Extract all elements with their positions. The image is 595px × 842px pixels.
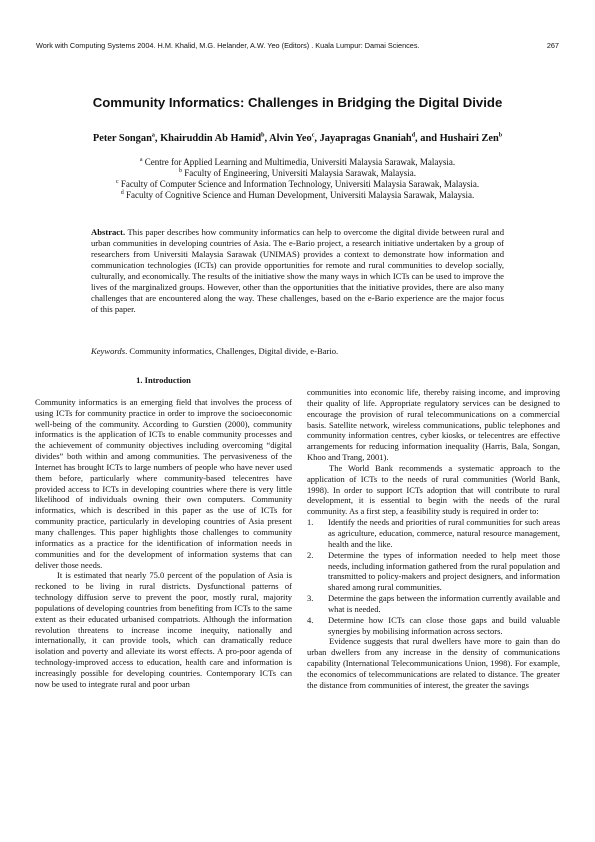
- list-item: [307, 593, 560, 615]
- list-number: 2.: [307, 549, 314, 560]
- affiliation: [0, 190, 595, 201]
- abstract-label: Abstract.: [91, 227, 126, 237]
- affiliation: [0, 168, 595, 179]
- page-number: 267: [546, 41, 559, 50]
- list-number: 4.: [307, 614, 314, 625]
- body-paragraph: It is estimated that nearly 75.0 percent of the population of Asia is reckoned to be living in rural districts. Dysfunctional patterns of technology diffusion serve to prevent the poor, mostly rural, majority populations of developing countries from benefiting from ICTs to the same extent as their educated urbanised compatriots. Although the information revolution threatens to increase income inequity, nationally and internationally, it can provide tools, which can dramatically reduce isolation and poverty and alleviate its worst effects. A pro-poor agenda of technology-improved access to education, health care and information is increasingly possible for developing countries. Contemporary ICTs can now be used to integrate rural and poor urban: [35, 570, 292, 689]
- author: Peter Songan: [92, 133, 152, 144]
- paper-title: Community Informatics: Challenges in Bridging the Digital Divide: [92, 95, 503, 110]
- list-text: Determine how ICTs can close those gaps and build valuable synergies by mobilising information across sectors.: [328, 614, 560, 636]
- affiliation-text: Faculty of Cognitive Science and Human Development, Universiti Malaysia Sarawak, Malaysia.: [123, 190, 475, 200]
- affiliation-mark: a: [139, 157, 143, 163]
- abstract: [91, 227, 504, 315]
- author-affiliation-mark: d: [411, 132, 416, 139]
- author: Alvin Yeo: [269, 133, 312, 144]
- body-paragraph: communities into economic life, thereby raising income, and improving their quality of life. Appropriate regulatory services can be designed to encourage the provision of rural telecommunications on a commercial basis. Satellite network, wireless communications, public telephones and community information centres, cyber kiosks, or telecentres are effective arrangements for reducing information inequality (Harris, Bala, Songan, Khoo and Trang, 2001).: [307, 387, 560, 463]
- abstract-text: This paper describes how community informatics can help to overcome the digital divide between rural and urban communities in developing countries of Asia. The e-Bario project, a research initiative undertaken by a group of researchers from Universiti Malaysia Sarawak (UNIMAS) provides a context to demonstrate how information and communication technologies (ICTs) can provide opportunities for remote and rural communities to develop socially, culturally, and economically. The results of the initiative show the many ways in which ICTs can be used to improve the lives of the marginalized groups. However, other than the opportunities that the initiative provides, there are also many challenges that are encountered along the way. These challenges, based on the e-Bario experience are the major focus of this paper.: [91, 227, 504, 314]
- author-affiliation-mark: c: [311, 132, 315, 139]
- body-paragraph: Evidence suggests that rural dwellers have more to gain than do urban dwellers from any increase in the density of communications capability (International Telecommunications Union, 1998). For example, the economics of telecommunications are related to distance. The greater the distance from communities of interest, the greater the savings: [307, 636, 560, 690]
- keywords-text: . Community informatics, Challenges, Digital divide, e-Bario.: [125, 346, 339, 356]
- affiliation-mark: c: [115, 179, 119, 185]
- author: Khairuddin Ab Hamid: [160, 133, 262, 144]
- author-affiliation-mark: a: [151, 132, 155, 139]
- list-number: 3.: [307, 593, 314, 604]
- affiliation-text: Centre for Applied Learning and Multimedia, Universiti Malaysia Sarawak, Malaysia.: [142, 157, 456, 167]
- affiliation-text: Faculty of Computer Science and Information Technology, Universiti Malaysia Sarawak, Malaysia.: [118, 179, 480, 189]
- author: Jayapragas Gnaniah: [319, 133, 412, 144]
- author-affiliation-mark: b: [498, 132, 503, 139]
- numbered-list: [307, 517, 560, 636]
- list-text: Identify the needs and priorities of rural communities for such areas as agriculture, education, commerce, natural resource management, health and the like.: [328, 517, 560, 549]
- affiliation-list: [0, 157, 595, 201]
- affiliation-mark: b: [179, 168, 183, 174]
- author-separator: , and: [415, 133, 440, 144]
- right-column: [307, 387, 560, 691]
- author: Hushairi Zen: [439, 133, 499, 144]
- list-item: [307, 615, 560, 637]
- author-list: [0, 133, 595, 144]
- left-column: [35, 375, 292, 690]
- affiliation-text: Faculty of Engineering, Universiti Malaysia Sarawak, Malaysia.: [182, 168, 416, 178]
- author-separator: ,: [154, 133, 161, 144]
- author-separator: ,: [314, 133, 320, 144]
- list-number: 1.: [307, 517, 314, 528]
- list-text: Determine the gaps between the information currently available and what is needed.: [328, 593, 560, 614]
- header-citation: Work with Computing Systems 2004. H.M. Khalid, M.G. Helander, A.W. Yeo (Editors) . Kuala Lumpur: Damai Sciences.: [36, 41, 420, 50]
- affiliation-mark: d: [120, 190, 124, 196]
- keywords-label: Keywords: [91, 346, 126, 356]
- body-paragraph: Community informatics is an emerging field that involves the process of using ICTs for community practice in order to improve the socioeconomic well-being of the community. According to Gurstien (2000), community informatics is the application of ICTs to enable community processes and the achievement of community objectives including overcoming “digital divides” both within and among communities. The pervasiveness of the Internet has brought ICTs to large numbers of people who have never used them before, particularly where community-based telecentres have provided access to ICTs in developing countries where there is very little likelihood of individuals owning their own computers. Community informatics, which is described in this paper as the use of ICTs for community practice, particularly in developing countries of Asia present many challenges. This paper highlights those challenges to community informatics as a practice for the identification of information needs in communities and for the development of information systems that can deliver those needs.: [35, 396, 292, 570]
- section-heading: 1. Introduction: [136, 375, 191, 385]
- list-text: Determine the types of information needed to help meet those needs, including information gathered from the rural population and transmitted to policy-makers and project designers, and information shared among rural communities.: [328, 549, 560, 593]
- affiliation: [0, 157, 595, 168]
- running-header: [36, 41, 559, 50]
- affiliation: [0, 179, 595, 190]
- author-separator: ,: [264, 133, 270, 144]
- body-paragraph: The World Bank recommends a systematic approach to the application of ICTs to the needs of rural communities (World Bank, 1998). In order to support ICTs adoption that will contribute to rural development, it is essential to begin with the needs of the rural community. As a first step, a feasibility study is required in order to:: [307, 462, 560, 517]
- keywords: [91, 346, 504, 356]
- list-item: [307, 550, 560, 593]
- author-affiliation-mark: b: [261, 132, 265, 139]
- list-item: [307, 517, 560, 550]
